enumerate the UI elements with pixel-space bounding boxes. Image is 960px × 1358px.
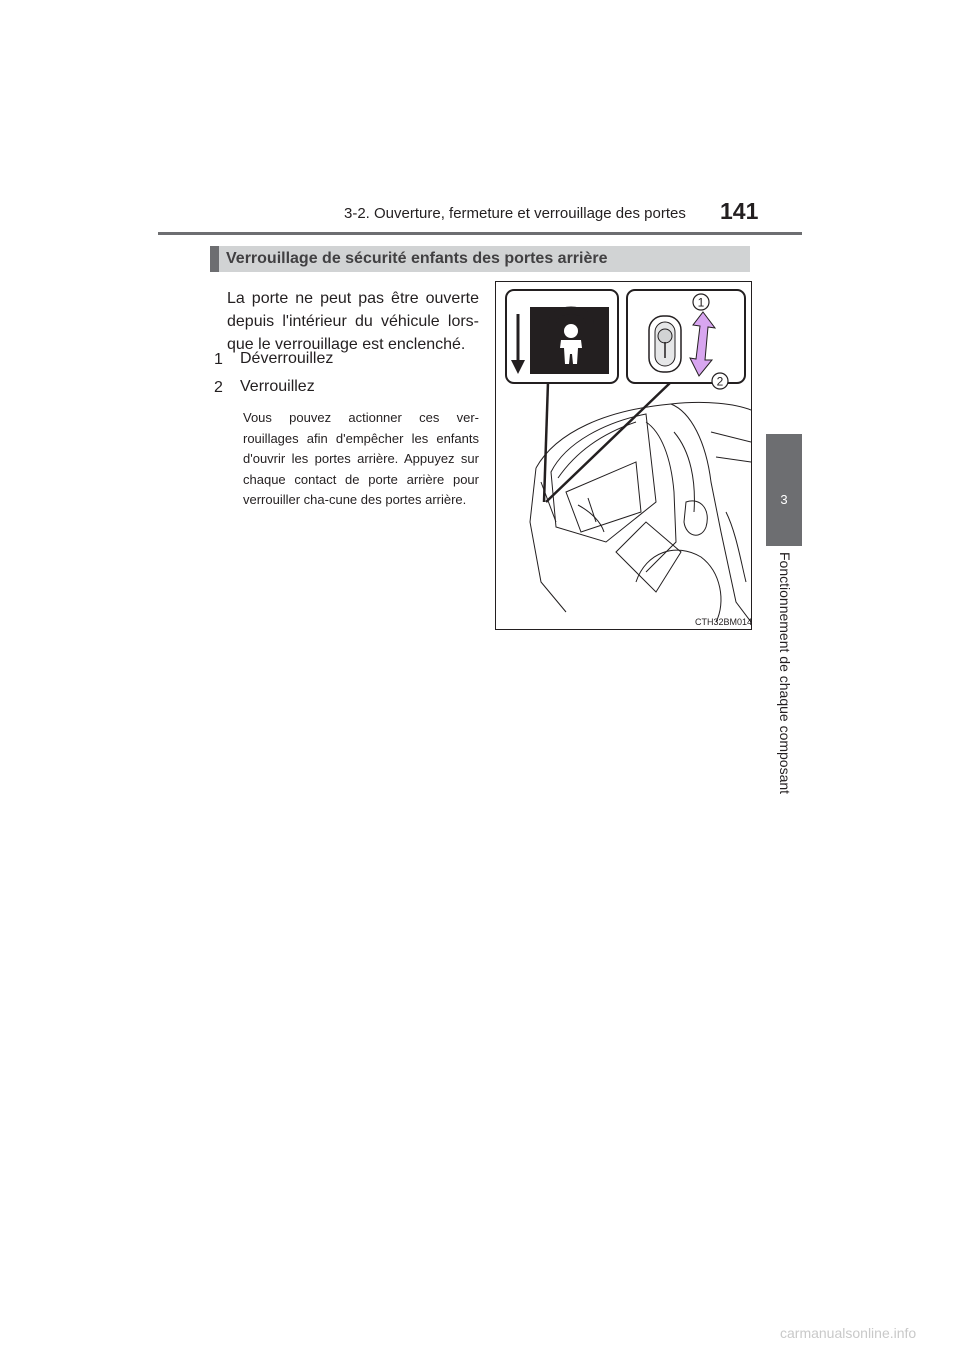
item-label-2: Verrouillez [240, 378, 315, 395]
list-item-1 [214, 350, 333, 368]
leader-line-left [544, 382, 548, 502]
intro-paragraph: La porte ne peut pas être ouverte depuis l'intérieur du véhicule lors-que le verrouillage est enclenché. [227, 290, 479, 353]
section-bar-marker [210, 246, 219, 272]
child-lock-icon [530, 307, 609, 374]
chapter-label: Fonctionnement de chaque composant [777, 552, 793, 795]
callout-1-label: 1 [697, 295, 705, 310]
illustration-frame [495, 281, 752, 630]
chapter-tab [766, 434, 802, 546]
chapter-label-wrap [775, 552, 793, 795]
figure-code: CTH32BM014 [695, 617, 753, 627]
list-item-2 [214, 378, 315, 396]
header-rule [158, 232, 802, 235]
callout-2 [712, 373, 728, 389]
watermark: carmanualsonline.info [780, 1325, 917, 1341]
car-door-illustration [496, 282, 751, 629]
callout-1 [693, 294, 709, 310]
car-drawing [530, 402, 751, 622]
item-label-1: Déverrouillez [240, 350, 334, 367]
item-number-1: 1 [214, 351, 223, 368]
section-title: Verrouillage de sécurité enfants des portes arrière [226, 250, 608, 267]
page-number: 141 [720, 198, 759, 224]
chapter-number: 3 [780, 492, 788, 507]
lock-switch-icon [649, 316, 681, 372]
leader-line-right [546, 382, 671, 502]
item-number-2: 2 [214, 379, 223, 396]
inset-lock-switch [627, 290, 745, 383]
callout-2-label: 2 [716, 374, 724, 389]
section-header: 3-2. Ouverture, fermeture et verrouillage des portes [344, 205, 686, 222]
section-title-bar [210, 246, 750, 272]
note-paragraph: Vous pouvez actionner ces ver-rouillages afin d'empêcher les enfants d'ouvrir les portes arrière. Appuyez sur chaque contact de porte arrière pour verrouiller cha-cune des portes arrière. [243, 410, 479, 507]
